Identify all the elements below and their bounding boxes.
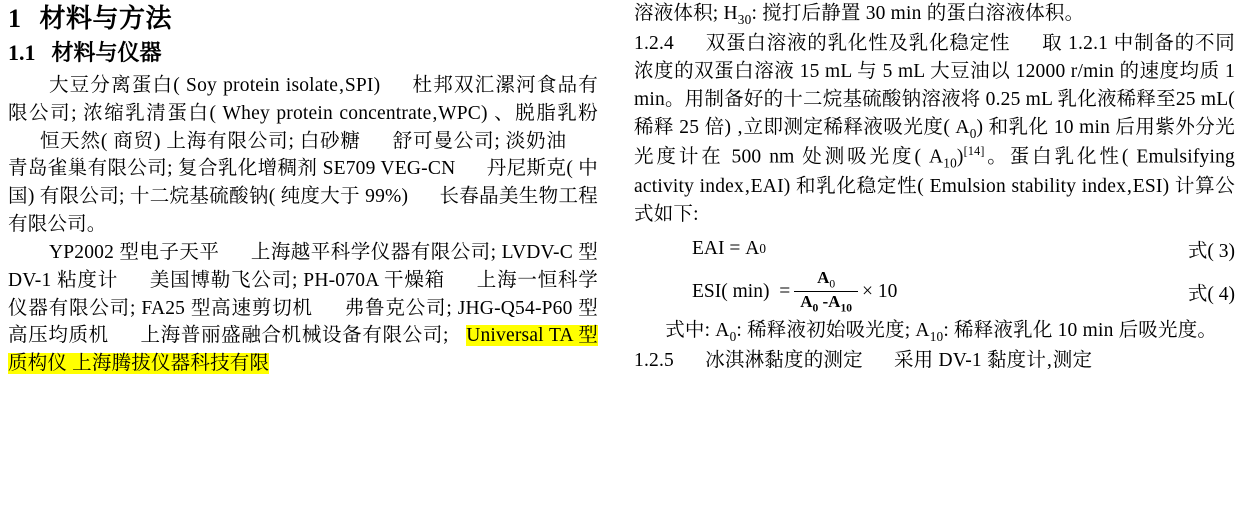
formula-esi-lhs: ESI( min): [692, 280, 770, 302]
section-heading-1-number: 1: [8, 4, 22, 33]
section-heading-1-text: 材料与方法: [39, 4, 173, 33]
section-1-2-5-body: 采用 DV-1 黏度计‚测定: [893, 349, 1093, 371]
section-heading-1-1: [8, 40, 598, 66]
formula-esi-expression: [692, 269, 897, 315]
section-heading-1-1-number: 1.1: [8, 39, 36, 65]
citation-ref-14: [14]: [963, 144, 985, 159]
highlighted-text-texture-analyzer: Universal TA 型质构仪 上海腾拔仪器科技有限: [8, 325, 598, 375]
paragraph-volume-definition: [634, 0, 1235, 29]
formula-esi-fraction: [794, 269, 858, 315]
formula-note-sub-a10: 10: [929, 328, 944, 344]
formula-eai-equals: =: [729, 237, 741, 259]
section-heading-1-1-text: 材料与仪器: [51, 39, 162, 65]
material-sds-supplier: 长春晶美生物工程有限公司。: [8, 186, 598, 235]
paragraph-instruments: [8, 239, 598, 377]
paragraph-materials: [8, 72, 598, 238]
material-emulsifier-supplier: 丹尼斯克( 中国) 有限公司; 十二烷基硫酸钠( 纯度大于 99%): [8, 158, 598, 208]
instrument-balance: YP2002 型电子天平: [48, 242, 220, 264]
absorbance-a0-subscript: 0: [969, 126, 977, 142]
formula-esi-den-a-subscript: 0: [812, 301, 819, 315]
instrument-balance-supplier: 上海越平科学仪器有限公司; LVDV-C 型 DV-1 粘度计: [8, 242, 598, 292]
formula-esi-den-b-subscript: 10: [840, 301, 853, 315]
section-1-2-4-title: 双蛋白溶液的乳化性及乳化稳定性: [705, 32, 1011, 54]
instrument-homogenizer-supplier: 上海普丽盛融合机械设备有限公司;: [140, 325, 449, 347]
volume-def-subscript: 30: [737, 11, 752, 27]
section-1-2-4-body-2: ) 和乳化 10 min 后用紫外分光光度计在 500 nm 处测吸光度( A: [634, 117, 1235, 168]
section-1-2-5-title: 冰淇淋黏度的测定: [705, 349, 863, 371]
right-column: [616, 0, 1243, 527]
formula-note-mid: : 稀释液初始吸光度; A: [736, 319, 930, 341]
formula-eai-rhs-subscript: 0: [759, 240, 766, 256]
instrument-viscometer-supplier: 美国博勒飞公司; PH-070A 干燥箱: [149, 270, 445, 292]
formula-note-suffix: : 稀释液乳化 10 min 后吸光度。: [943, 319, 1218, 341]
section-heading-1: [8, 4, 598, 34]
formula-note-sub-a0: 0: [729, 328, 737, 344]
formula-note-prefix: 式中: A: [665, 319, 730, 341]
formula-eai-expression: [692, 238, 766, 260]
material-cream-supplier: 青岛雀巢有限公司; 复合乳化增稠剂 SE709 VEG-CN: [8, 158, 456, 180]
material-spi: 大豆分离蛋白( Soy protein isolate‚SPI): [48, 75, 381, 97]
absorbance-a10-subscript: 10: [943, 155, 957, 171]
material-sugar-supplier: 舒可曼公司; 淡奶油: [392, 130, 567, 152]
material-spi-supplier: 杜邦双汇漯河食品有限公司; 浓缩乳清蛋白( Whey protein concentrate‚WPC) 、脱脂乳粉: [8, 75, 598, 124]
section-1-2-4-body-4: 。蛋白乳化性( Emulsifying activity index‚EAI) 和乳化稳定性( Emulsion stability index‚ESI) 计算公式如下:: [634, 146, 1235, 225]
formula-esi-equals: =: [779, 280, 791, 302]
volume-def-prefix: 溶液体积; H: [634, 3, 738, 24]
formula-esi: [634, 269, 1235, 315]
section-1-2-4-body-3: ): [956, 146, 964, 168]
formula-eai-tag: 式( 3): [1187, 240, 1235, 262]
formula-esi-numerator-symbol: A: [817, 267, 830, 287]
formula-esi-multiplier: × 10: [862, 280, 898, 302]
paragraph-formula-note: [634, 317, 1235, 346]
paragraph-section-1-2-4: [634, 30, 1235, 229]
section-1-2-5-number: 1.2.5: [634, 349, 674, 371]
formula-esi-den-op: -A: [822, 292, 841, 312]
formula-eai-rhs: A: [745, 237, 760, 259]
formula-esi-numerator-subscript: 0: [829, 277, 836, 291]
formula-eai: [634, 235, 1235, 263]
left-column: [0, 0, 616, 527]
formula-esi-numerator: [811, 269, 841, 292]
instrument-shear-supplier: 弗鲁克公司; JHG-Q54-P60 型高压均质机: [8, 297, 598, 347]
formula-esi-denominator: [794, 292, 858, 315]
section-1-2-4-number: 1.2.4: [634, 32, 674, 54]
formula-esi-den-a: A: [800, 292, 813, 312]
formula-eai-lhs: EAI: [692, 237, 725, 259]
section-1-2-4-body-1: 取 1.2.1 中制备的不同浓度的双蛋白溶液 15 mL 与 5 mL 大豆油以 12000 r/min 的速度均质 1 min。用制备好的十二烷基硫酸钠溶液将 0.25 mL 乳化液稀释至25 mL( 稀释 25 倍) ‚立即测定稀释液吸光度( A: [634, 32, 1235, 139]
formula-esi-tag: 式( 4): [1187, 283, 1235, 305]
instrument-oven-supplier: 上海一恒科学仪器有限公司; FA25 型高速剪切机: [8, 270, 599, 319]
material-wpc-supplier: 恒天然( 商贸) 上海有限公司; 白砂糖: [39, 130, 361, 152]
paragraph-section-1-2-5: [634, 347, 1235, 375]
volume-def-rest: : 搅打后静置 30 min 的蛋白溶液体积。: [751, 3, 1085, 24]
